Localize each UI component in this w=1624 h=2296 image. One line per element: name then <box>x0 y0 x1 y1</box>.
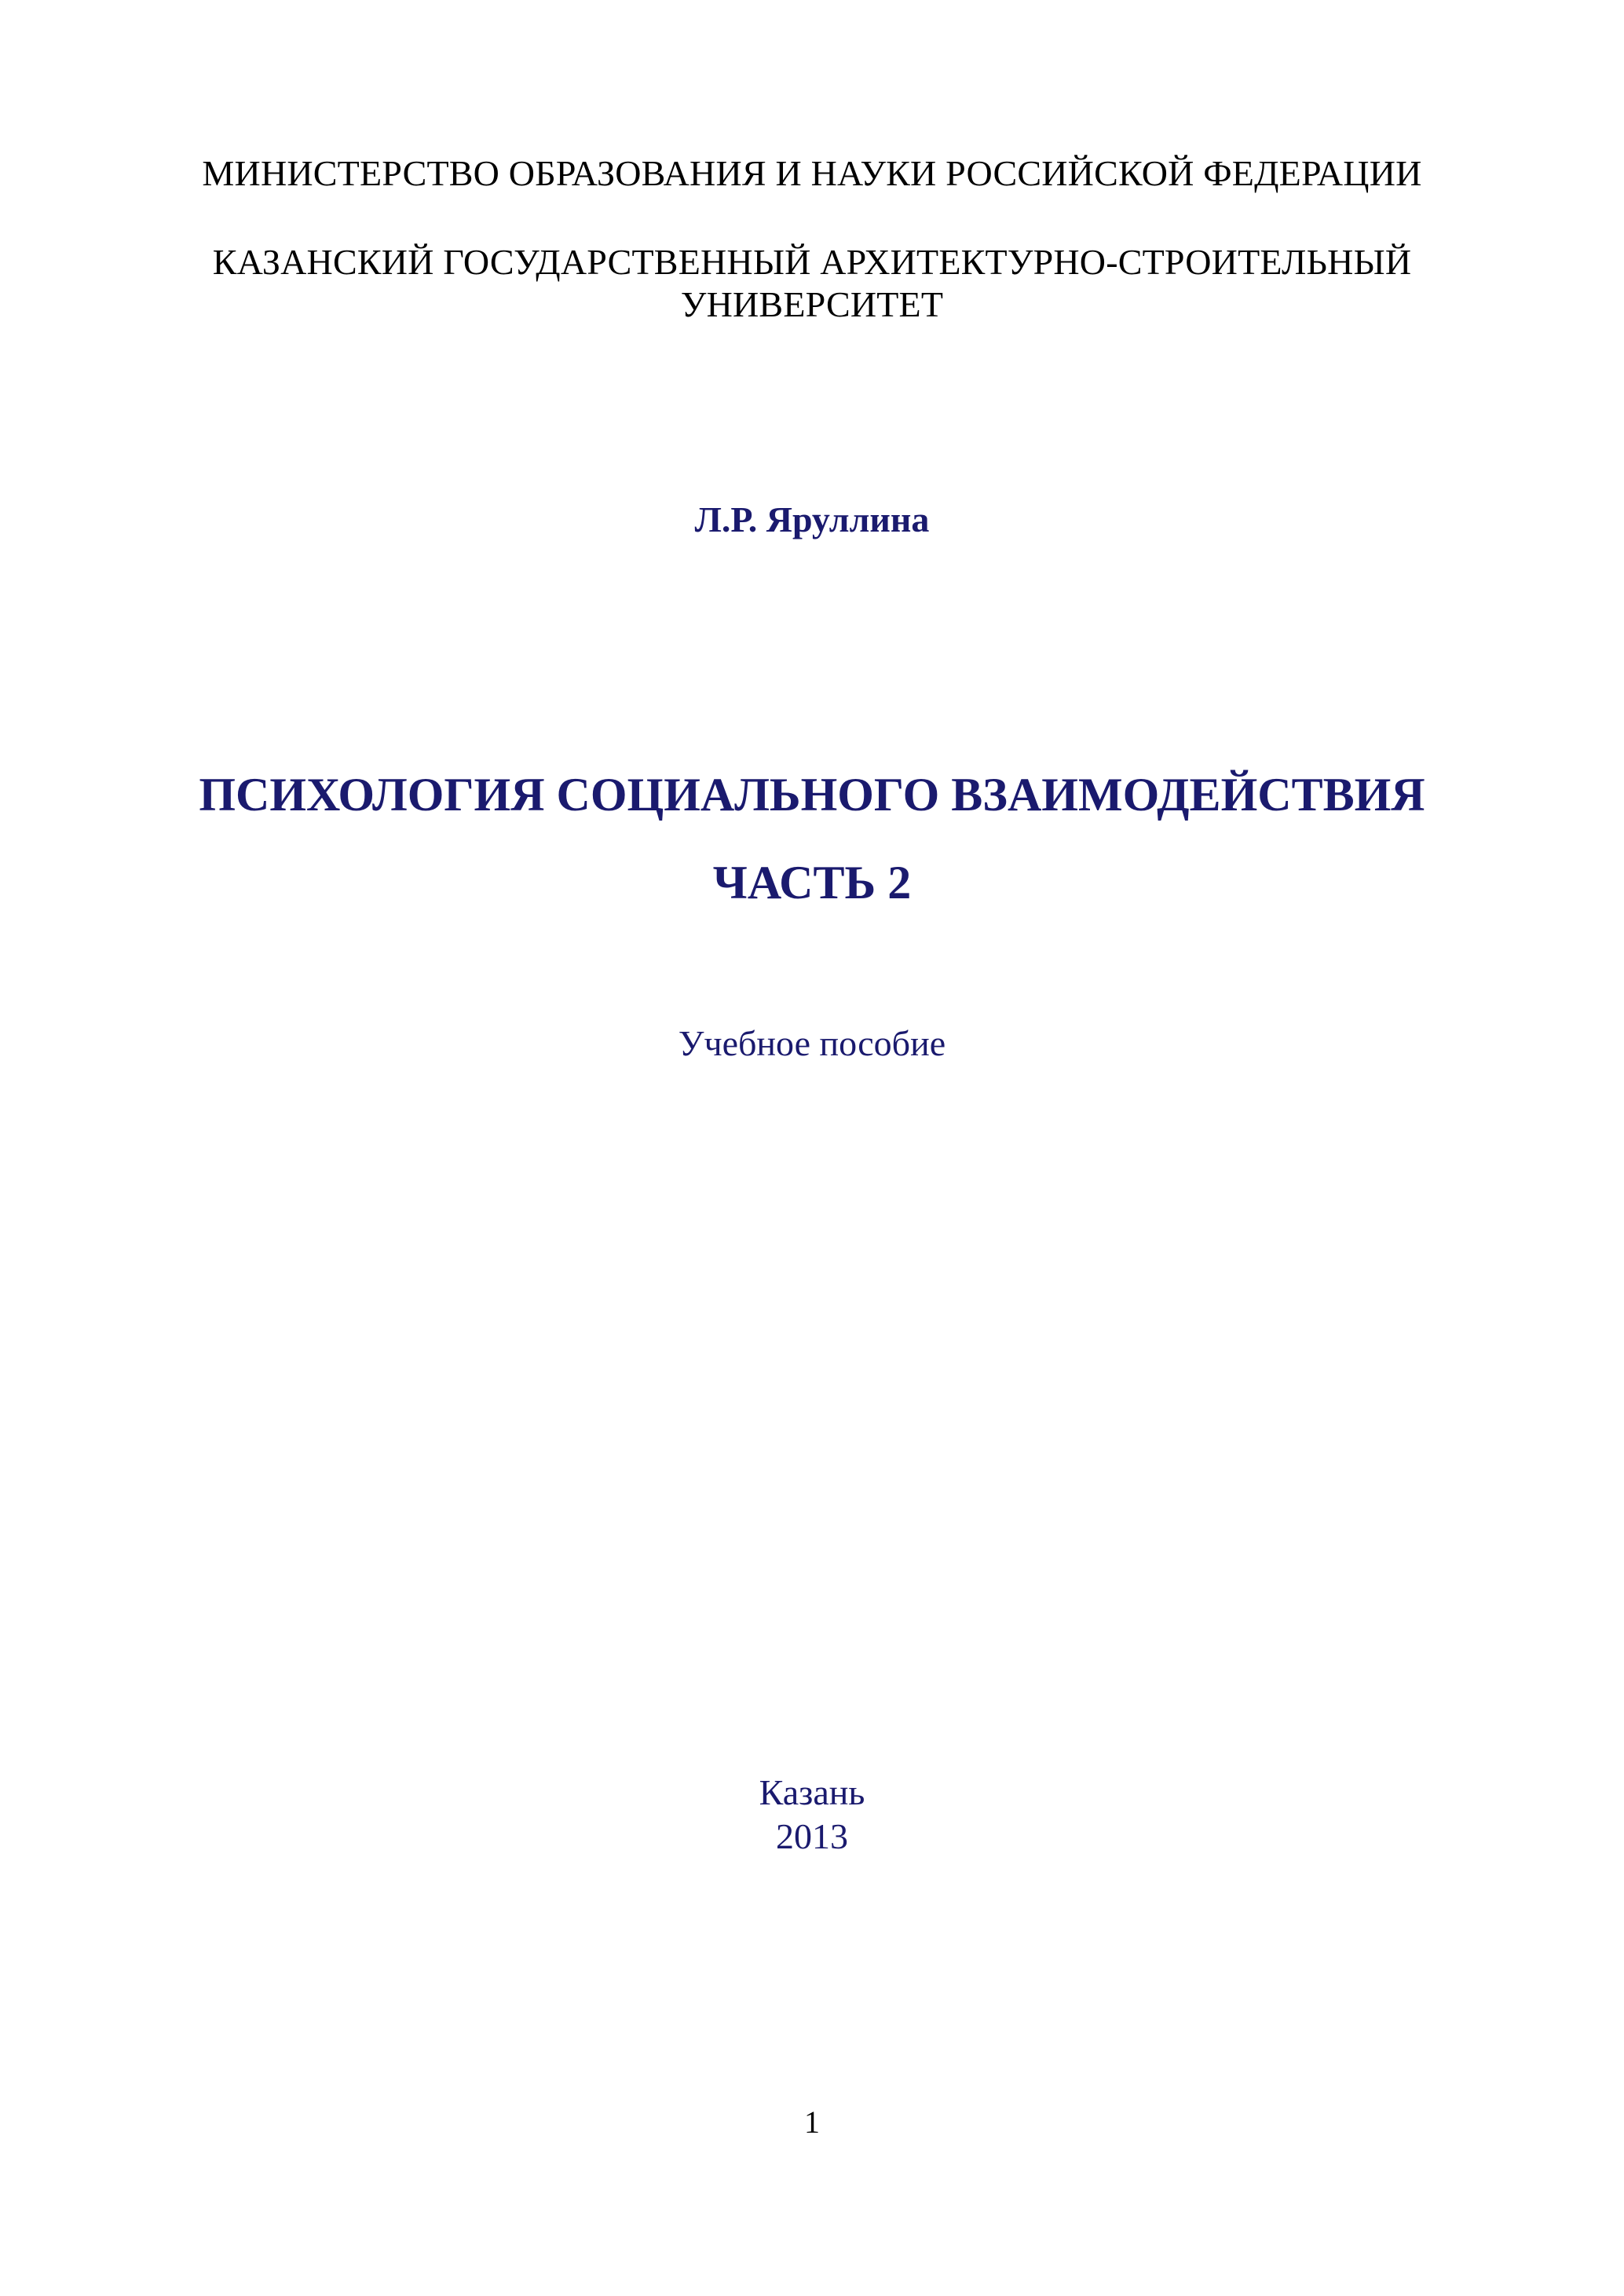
document-title-part: ЧАСТЬ 2 <box>712 857 912 909</box>
university-heading-line1: КАЗАНСКИЙ ГОСУДАРСТВЕННЫЙ АРХИТЕКТУРНО-СТРОИТЕЛЬНЫЙ <box>212 242 1412 282</box>
university-heading-line2: УНИВЕРСИТЕТ <box>680 284 944 324</box>
document-type: Учебное пособие <box>678 1023 946 1063</box>
author-name: Л.Р. Яруллина <box>694 499 930 539</box>
page-number: 1 <box>804 2104 820 2140</box>
ministry-heading: МИНИСТЕРСТВО ОБРАЗОВАНИЯ И НАУКИ РОССИЙСКОЙ ФЕДЕРАЦИИ <box>202 153 1422 193</box>
document-title: ПСИХОЛОГИЯ СОЦИАЛЬНОГО ВЗАИМОДЕЙСТВИЯ <box>199 769 1425 821</box>
imprint-year: 2013 <box>776 1816 848 1856</box>
imprint-city: Казань <box>759 1772 865 1812</box>
